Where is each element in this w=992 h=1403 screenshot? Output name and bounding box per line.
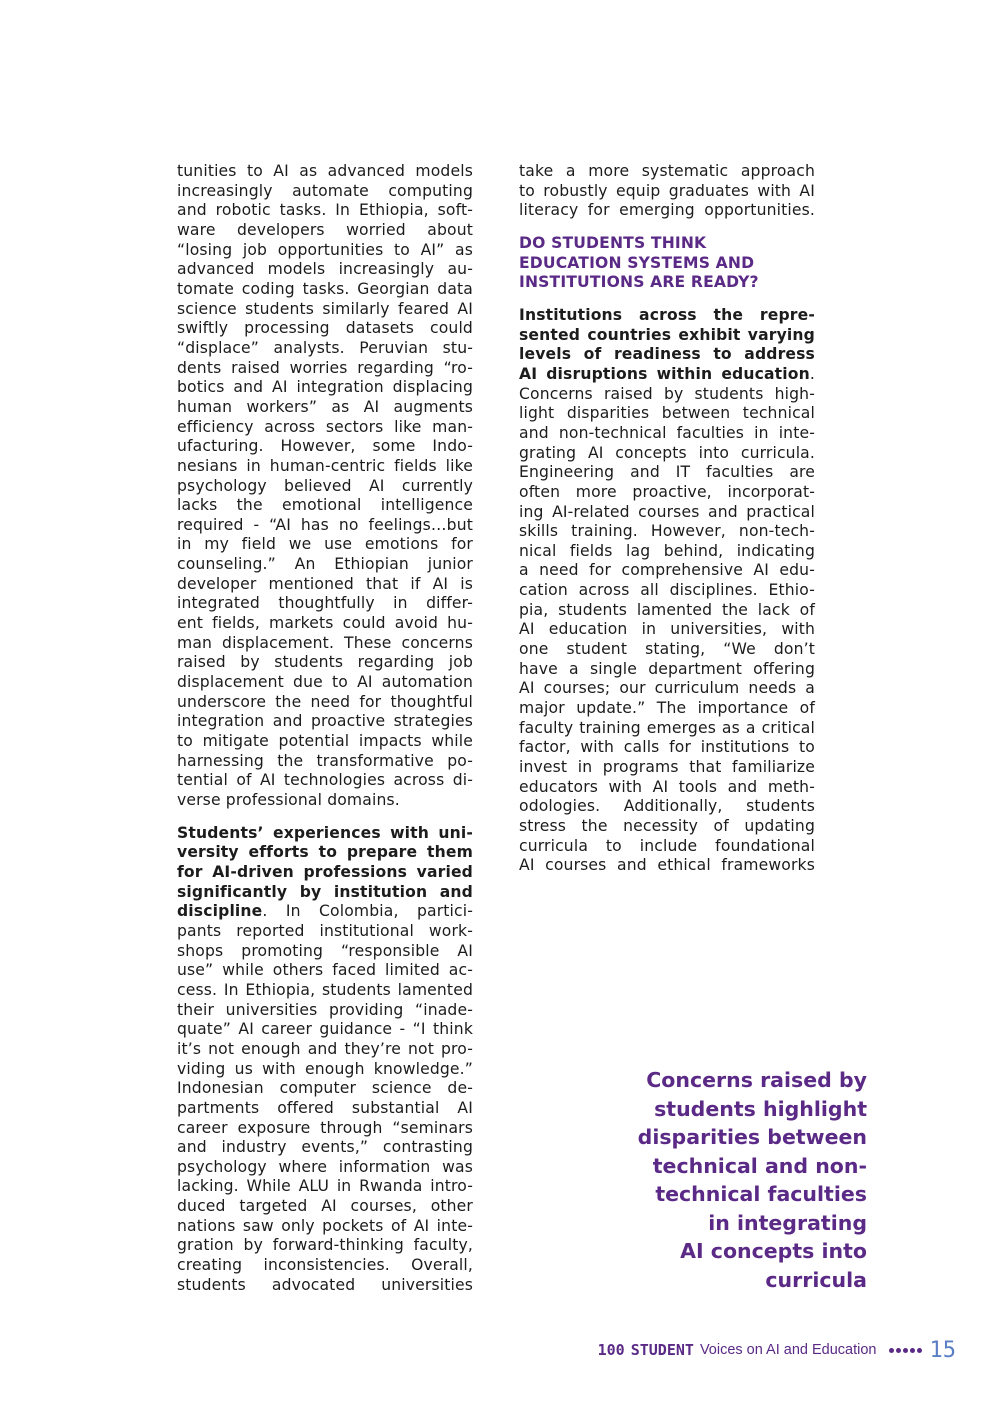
footer-dots-icon	[889, 1348, 922, 1353]
footer-brand-word: STUDENT	[630, 1341, 694, 1359]
paragraph-university-efforts	[177, 824, 473, 1296]
dot	[889, 1348, 894, 1353]
section-heading: DO STUDENTS THINK EDUCATION SYSTEMS AND INSTITUTIONS ARE READY?	[519, 233, 759, 292]
paragraph-job-displacement	[177, 162, 473, 811]
paragraph-body: . In Colombia, partici- pants reported institutional work- shops promoting “responsible AI use” while others faced limited ac- cess. In Ethiopia, students lamented their universities providing “inade- quate” AI career guidance - “I think it’s not enough and they’re not pro- viding us with enough knowledge.” Indonesian computer science de- partments offered substantial AI career exposure through “seminars and industry events,” contrasting psychology where information was lacking. While ALU in Rwanda intro- duced targeted AI courses, other nations saw only pockets of AI inte- gration by forward-thinking faculty, creating inconsistencies. Overall, students advocated universities	[177, 902, 473, 1294]
paragraph-lines: take a more systematic approach to robustly equip graduates with AI	[519, 162, 815, 200]
paragraph-institution-readiness	[519, 306, 815, 876]
paragraph-last-line: verse professional domains.	[177, 791, 400, 809]
page-number: 15	[929, 1337, 956, 1363]
dot	[910, 1348, 915, 1353]
dot	[903, 1348, 908, 1353]
footer-brand-number: 100	[597, 1341, 625, 1359]
paragraph-lead-bold: Institutions across the repre- sented countries exhibit varying levels of readiness to address AI disruptions within education	[519, 305, 815, 383]
paragraph-lines: tunities to AI as advanced models increasingly automate computing and robotic tasks. In Ethiopia, soft- ware developers worried about “losing job opportunities to AI” as advanced models increasingly au- tomate coding tasks. Georgian data science students similarly feared AI swiftly processing datasets could “displace” analysts. Peruvian stu- dents raised worries regarding “ro- botics and AI integration displacing human workers” as AI augments efficiency across sectors like man- ufacturing. However, some Indo- nesians in human-centric fields like psychology believed AI currently lacks the emotional intelligence required - “AI has no feelings…but in my field we use emotions for counseling.” An Ethiopian junior developer mentioned that if AI is integrated thoughtfully in differ- ent fields, markets could avoid hu- man displacement. These concerns raised by students regarding job displacement due to AI automation underscore the need for thoughtful integration and proactive strategies to mitigate potential impacts while harnessing the transformative po- tential of AI technologies across di-	[177, 162, 473, 790]
pull-quote: Concerns raised by students highlight disparities between technical and non- technical faculties in integrating AI concepts into curricula	[637, 1068, 867, 1292]
paragraph-systematic-approach	[519, 162, 815, 221]
dot	[896, 1348, 901, 1353]
left-column	[177, 162, 473, 1295]
dot	[917, 1348, 922, 1353]
paragraph-lead-bold: Students’ experiences with uni- versity efforts to prepare them for AI-driven professions varied significantly by institution and discipline	[177, 823, 473, 921]
paragraph-gap	[177, 811, 473, 824]
paragraph-body: . Concerns raised by students high- light disparities between technical and non-technical faculties in inte- grating AI concepts into curricula. Engineering and IT faculties are often more proactive, incorporat- ing AI-related courses and practical skills training. However, non-tech- nical fields lag behind, indicating a need for comprehensive AI edu- cation across all disciplines. Ethio- pia, students lamented the lack of AI education in universities, with one student stating, “We don’t have a single department offering AI courses; our curriculum needs a major update.” The importance of faculty training emerges as a critical factor, with calls for institutions to invest in programs that familiarize educators with AI tools and meth- odologies. Additionally, students stress the necessity of updating curricula to include foundational AI courses and ethical frameworks	[519, 364, 815, 875]
paragraph-last-line: literacy for emerging opportunities.	[519, 201, 815, 220]
page-footer	[598, 1336, 956, 1364]
right-column	[519, 162, 815, 876]
footer-subtitle: Voices on AI and Education	[699, 1342, 877, 1358]
